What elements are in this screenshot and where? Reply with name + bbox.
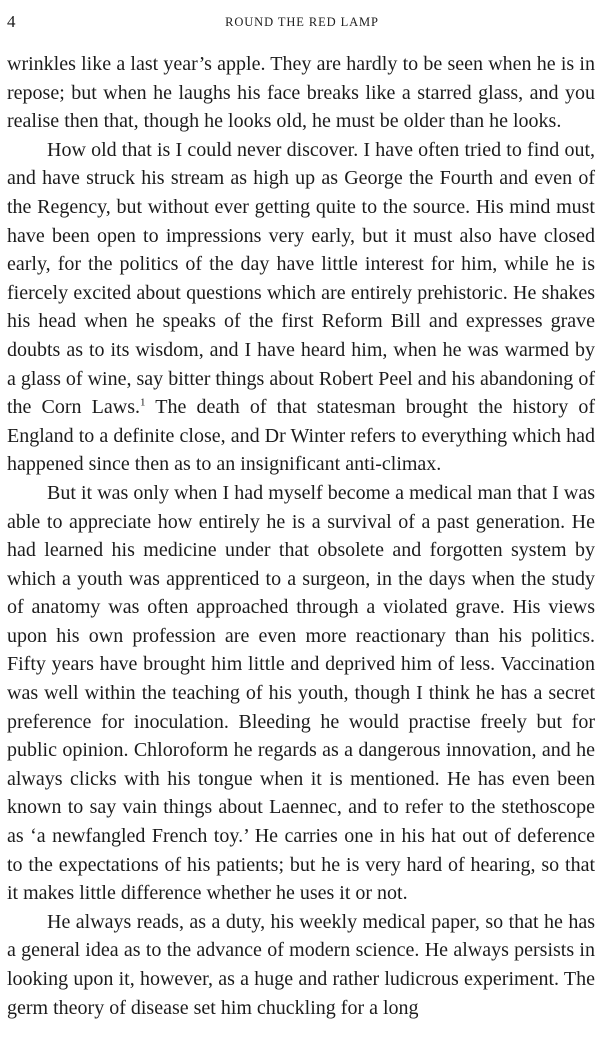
- paragraph-age-text: How old that is I could never discover. I have often tried to find out, and have struck his stream as high up as George the Fourth and even of the Regency, but without ever getting quite to the source. His mind must have been open to impressions very early, but it must also have closed early, for the politics of the day have little interest for him, while he is fiercely excited about questions which are entirely prehistoric. He shakes his head when he speaks of the first Reform Bill and expresses grave doubts as to its wisdom, and I have heard him, when he was warmed by a glass of wine, say bitter things about Robert Peel and his abandoning of the Corn Laws.: [7, 138, 595, 419]
- paragraph-age-text-continued: The death of that statesman brought the history of England to a definite close, and Dr Winter refers to everything which had happened since then as to an insignificant anti-climax.: [7, 396, 595, 476]
- page-header: [0, 12, 604, 36]
- paragraph-continued: wrinkles like a last year’s apple. They are hardly to be seen when he is in repose; but when he laughs his face breaks like a starred glass, and you realise then that, though he looks old, he must be older than he looks.: [7, 53, 595, 133]
- paragraph-reading: He always reads, as a duty, his weekly medical paper, so that he has a general idea as to the advance of modern science. He always persists in looking upon it, however, as a huge and rather ludicrous experiment. The germ theory of disease set him chuckling for a long: [7, 910, 595, 1019]
- footnote-marker[interactable]: 1: [140, 396, 146, 409]
- paragraph-medicine: But it was only when I had myself become a medical man that I was able to appreciate how entirely he is a survival of a past generation. He had learned his medicine under that obsolete and forgotten system by which a youth was apprenticed to a surgeon, in the days when the study of anatomy was often approached through a violated grave. His views upon his own profession are even more reactionary than his politics. Fifty years have brought him little and deprived him of less. Vaccination was well within the teaching of his youth, though I think he has a secret preference for inoculation. Bleeding he would practise freely but for public opinion. Chloroform he regards as a dangerous innovation, and he always clicks with his tongue when it is mentioned. He has even been known to say vain things about Laennec, and to refer to the stethoscope as ‘a newfangled French toy.’ He carries one in his hat out of deference to the expectations of his patients; but he is very hard of hearing, so that it makes little difference whether he uses it or not.: [7, 481, 595, 905]
- running-title: ROUND THE RED LAMP: [225, 15, 379, 29]
- paragraph-age: [7, 136, 595, 479]
- body-text: [7, 50, 595, 1022]
- page-number: 4: [7, 12, 16, 31]
